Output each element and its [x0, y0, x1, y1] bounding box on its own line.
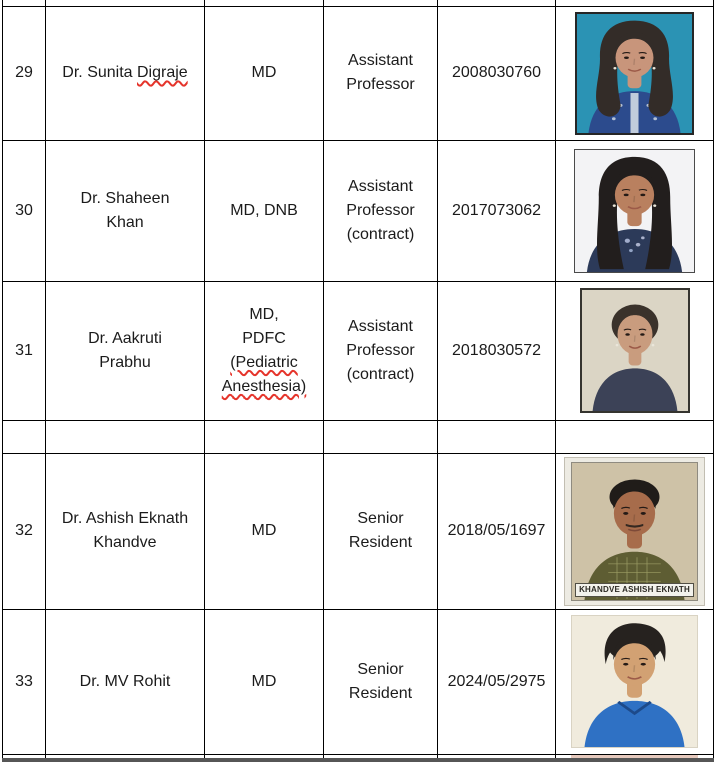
text-line: [207, 327, 321, 351]
misspelled-text: (Pediatric: [230, 353, 298, 371]
qualification-cell: [205, 140, 324, 281]
serial-cell: [3, 420, 46, 453]
text-line: [48, 211, 202, 235]
designation-cell: [324, 453, 438, 609]
text-segment: 29: [15, 64, 33, 81]
text-segment: 2018/05/1697: [447, 522, 546, 539]
text-segment: Assistant: [348, 52, 413, 69]
faculty-row: [3, 140, 714, 281]
text-segment: Assistant: [348, 177, 413, 195]
text-line: [440, 670, 553, 694]
serial-cell: [3, 453, 46, 609]
photo-cell: [556, 281, 714, 420]
text-segment: MD, DNB: [230, 201, 298, 219]
text-segment: Khandve: [93, 534, 157, 551]
photo-cell: [556, 6, 714, 140]
text-line: [326, 531, 435, 555]
text-segment: Dr. Shaheen: [80, 189, 170, 207]
photo-cell: [556, 420, 714, 453]
text-segment: 31: [15, 341, 33, 359]
text-line: [326, 49, 435, 73]
text-line: [326, 363, 435, 387]
misspelled-text: Anesthesia): [221, 377, 307, 395]
text-line: [207, 519, 321, 543]
faculty-row: [3, 609, 714, 754]
name-cell: [46, 281, 205, 420]
serial-cell: [3, 140, 46, 281]
designation-cell: [324, 754, 438, 760]
serial-cell: [3, 281, 46, 420]
photo-cell: [556, 140, 714, 281]
text-line: [48, 670, 202, 694]
photo-cell: [556, 609, 714, 754]
name-cell: [46, 6, 205, 140]
text-segment: (contract): [346, 365, 415, 383]
serial-cell: [3, 609, 46, 754]
text-line: [207, 670, 321, 694]
faculty-row: [3, 281, 714, 420]
text-line: [207, 375, 321, 399]
name-cell: [46, 754, 205, 760]
text-line: [5, 670, 43, 694]
partial-row-bottom: [3, 754, 714, 760]
text-segment: (contract): [346, 225, 415, 243]
text-line: [326, 339, 435, 363]
photo-name-caption: KHANDVE ASHISH EKNATH: [575, 583, 694, 597]
name-cell: [46, 453, 205, 609]
text-line: [326, 315, 435, 339]
serial-cell: [3, 6, 46, 140]
portrait-illustration: [577, 14, 692, 133]
text-line: [207, 351, 321, 375]
text-line: [326, 658, 435, 682]
qualification-cell: [205, 453, 324, 609]
serial-cell: [3, 754, 46, 760]
text-segment: Khan: [106, 213, 144, 231]
text-segment: Prabhu: [99, 353, 151, 371]
qualification-cell: [205, 609, 324, 754]
portrait-photo: [580, 288, 690, 413]
text-segment: 32: [15, 522, 33, 539]
text-line: [326, 175, 435, 199]
text-line: [440, 199, 553, 223]
text-segment: MD: [251, 64, 277, 81]
portrait-illustration: [582, 290, 688, 411]
text-line: [207, 303, 321, 327]
designation-cell: [324, 140, 438, 281]
text-line: [326, 682, 435, 706]
text-segment: Professor: [346, 341, 415, 359]
misspelled-text: Digraje: [137, 64, 188, 81]
text-line: [440, 339, 553, 363]
text-line: [207, 61, 321, 85]
text-segment: Professor: [346, 76, 415, 93]
id-cell: [438, 140, 556, 281]
portrait-photo: [571, 615, 698, 748]
text-line: [48, 327, 202, 351]
faculty-row: [3, 6, 714, 140]
text-segment: 2017073062: [452, 201, 541, 219]
text-segment: Dr. Aakruti: [88, 329, 162, 347]
text-segment: Dr. Sunita: [62, 64, 137, 81]
text-line: [48, 507, 202, 531]
text-line: [5, 61, 43, 85]
name-cell: [46, 140, 205, 281]
text-segment: Resident: [348, 534, 413, 551]
text-line: [440, 61, 553, 85]
portrait-illustration: [572, 463, 697, 600]
text-line: [48, 61, 202, 85]
designation-cell: [324, 6, 438, 140]
text-line: [48, 351, 202, 375]
portrait-photo-inner: [571, 462, 698, 601]
text-segment: Dr. Ashish Eknath: [61, 510, 189, 527]
id-cell: [438, 6, 556, 140]
designation-cell: [324, 420, 438, 453]
text-line: [48, 531, 202, 555]
text-segment: Senior: [357, 510, 404, 527]
text-line: [326, 199, 435, 223]
text-segment: 2008030760: [452, 64, 541, 81]
text-line: [440, 519, 553, 543]
text-segment: Senior: [357, 660, 404, 678]
text-line: [5, 519, 43, 543]
text-line: [5, 199, 43, 223]
id-cell: [438, 281, 556, 420]
text-segment: 30: [15, 201, 33, 219]
text-segment: 33: [15, 672, 33, 690]
text-segment: MD: [251, 672, 277, 690]
id-cell: [438, 453, 556, 609]
text-line: [207, 199, 321, 223]
id-cell: [438, 609, 556, 754]
photo-cell: [556, 754, 714, 760]
portrait-photo: [564, 457, 705, 606]
photo-cell: [556, 453, 714, 609]
text-segment: 2018030572: [452, 341, 541, 359]
text-segment: MD: [251, 522, 277, 539]
empty-row: [3, 420, 714, 453]
text-line: [5, 339, 43, 363]
next-photo-sliver: [571, 755, 698, 758]
text-segment: Dr. MV Rohit: [79, 672, 171, 690]
portrait-illustration: [572, 616, 697, 747]
text-segment: Assistant: [348, 317, 413, 335]
qualification-cell: [205, 754, 324, 760]
designation-cell: [324, 281, 438, 420]
name-cell: [46, 609, 205, 754]
text-segment: Resident: [348, 684, 413, 702]
text-line: [326, 507, 435, 531]
text-line: [326, 223, 435, 247]
text-segment: MD,: [249, 305, 279, 323]
name-cell: [46, 420, 205, 453]
portrait-illustration: [575, 150, 694, 272]
text-line: [326, 73, 435, 97]
qualification-cell: [205, 281, 324, 420]
portrait-photo: [575, 12, 694, 135]
text-line: [48, 187, 202, 211]
designation-cell: [324, 609, 438, 754]
text-segment: Professor: [346, 201, 415, 219]
qualification-cell: [205, 420, 324, 453]
text-segment: 2024/05/2975: [447, 672, 546, 690]
text-segment: PDFC: [242, 329, 286, 347]
id-cell: [438, 420, 556, 453]
id-cell: [438, 754, 556, 760]
faculty-table: [2, 0, 714, 762]
portrait-photo: [574, 149, 695, 273]
qualification-cell: [205, 6, 324, 140]
faculty-row: [3, 453, 714, 609]
